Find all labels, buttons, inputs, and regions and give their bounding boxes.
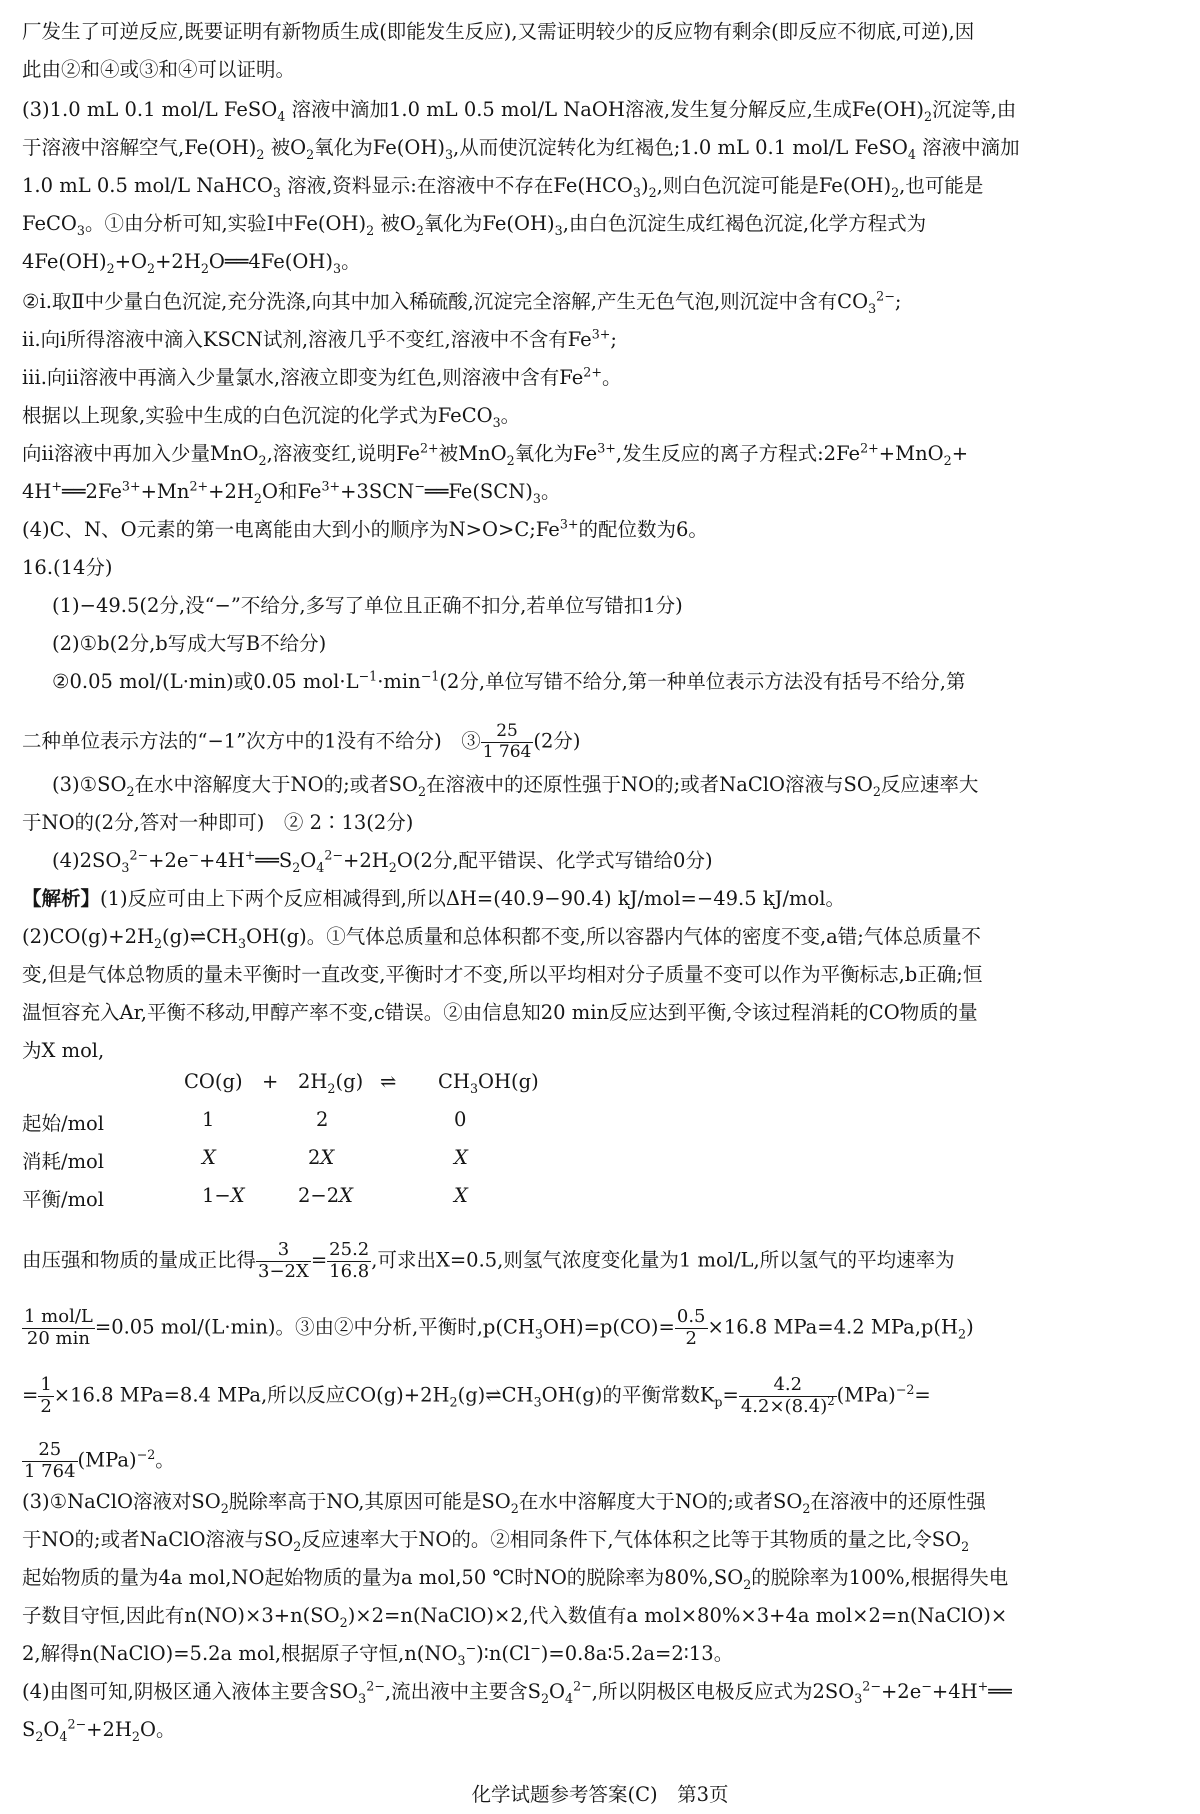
text-line: $(4)2SO_3^{2-}+2e^-+4H^+══S_2O_4^{2-}+2H_2O(2$分,配平错误、化学式写错给0分) (52, 847, 713, 875)
table-row (22, 1146, 782, 1173)
text-line: 1.0 mL 0.5 mol/L NaHCO$_3$ 溶液,资料显示:在溶液中不存在$Fe(HCO_3)_2$,则白色沉淀可能是$Fe(OH)_2$,也可能是 (22, 174, 984, 200)
text-line: (3)1.0 mL 0.1 mol/L FeSO$_4$ 溶液中滴加1.0 mL 0.5 mol/L NaOH溶液,发生复分解反应,生成$Fe(OH)_2$沉淀等,由 (22, 98, 1017, 124)
text-line: $4Fe(OH)_2+O_2+2H_2O══4Fe(OH)_3$。 (22, 250, 361, 276)
table-cell: 2−2X (298, 1184, 354, 1207)
row-label: 平衡/mol (22, 1188, 105, 1211)
table-header-cell: $CH_3OH(g)$ (438, 1070, 539, 1096)
table-cell: 1 (202, 1108, 215, 1131)
text-line: 于NO的;或者NaClO溶液与$SO_2$反应速率大于NO的。②相同条件下,气体体积之比等于其物质的量之比,令$SO_2$ (22, 1528, 970, 1554)
text-line: ⅲ.向ⅱ溶液中再滴入少量氯水,溶液立即变为红色,则溶液中含有$Fe^{2+}$。 (22, 364, 622, 389)
text-line: 16.(14分) (22, 556, 113, 579)
table-row (22, 1108, 782, 1135)
table-cell: 2 (316, 1108, 329, 1131)
text-line: 厂发生了可逆反应,既要证明有新物质生成(即能发生反应),又需证明较少的反应物有剩余(即反应不彻底,可逆),因 (22, 20, 975, 43)
text-line: 变,但是气体总物质的量未平衡时一直改变,平衡时才不变,所以平均相对分子质量不变可以作为平衡标志,b正确;恒 (22, 963, 983, 986)
text-line: 二种单位表示方法的“−1”次方中的1没有不给分) ③ $\frac{25}{1 764}$ (2分) (22, 721, 581, 762)
table-header-cell: ⇌ (380, 1070, 397, 1093)
table-cell: X (202, 1146, 216, 1169)
text-line: 子数目守恒,因此有$n(NO)\times 3+n(SO_2)\times 2=n(NaClO)\times 2$,代入数值有a mol×80%×3+4a mol×2=n(NaClO)× (22, 1604, 1008, 1630)
text-line: 由压强和物质的量成正比得 $\frac{3}{3-2X}$ = $\frac{25.2}{16.8}$ ,可求出X=0.5,则氢气浓度变化量为1 mol/L,所以氢气的平均速率为 (22, 1239, 955, 1282)
text-line: 此由②和④或③和④可以证明。 (22, 58, 296, 81)
table-cell: X (454, 1184, 468, 1207)
text-line: 根据以上现象,实验中生成的白色沉淀的化学式为FeCO$_3$。 (22, 404, 521, 430)
text-line: 【解析】(1)反应可由上下两个反应相减得到,所以ΔH=(40.9−90.4) kJ/mol=−49.5 kJ/mol。 (22, 887, 845, 910)
text-line: = $\frac{1}{2}$ ×16.8 MPa=8.4 MPa,所以反应$CO(g)+2H_2(g)\rightleftharpoons CH_3OH(g)$的平衡常数$K_p=$ $\frac{4.2}{4.2\times(8.4)^2}$ (MPa)$^{-2}$= (22, 1374, 931, 1417)
text-line: 2,解得n(NaClO)=5.2a mol,根据原子守恒$,n(NO_3^-)∶n(Cl^-)=0.8a∶5.2a=2∶13$。 (22, 1640, 734, 1668)
table-row (22, 1184, 782, 1211)
text-line: ⅱ.向ⅰ所得溶液中滴入KSCN试剂,溶液几乎不变红,溶液中不含有$Fe^{3+}$; (22, 326, 617, 351)
table-header-cell: $2H_2(g)$ (298, 1070, 364, 1096)
text-line: (4)由图可知,阴极区通入液体主要含$SO_3^{2-}$,流出液中主要含$S_2O_4^{2-}$,所以阴极区电极反应式为$2SO_3^{2-}+2e^-+4H^+══$ (22, 1678, 1012, 1706)
text-line: $(2)CO(g)+2H_2(g)\rightleftharpoons CH_3OH(g)$。①气体总质量和总体积都不变,所以容器内气体的密度不变,a错;气体总质量不 (22, 925, 981, 951)
page-footer: 化学试题参考答案(C) 第3页 (471, 1783, 729, 1806)
table-cell: X (454, 1146, 468, 1169)
table-cell: 1−X (202, 1184, 245, 1207)
text-line: 起始物质的量为4a mol,NO起始物质的量为a mol,50 ℃时NO的脱除率为$80\%,SO_2$的脱除率为100%,根据得失电 (22, 1566, 1009, 1592)
text-line: (2)①b(2分,b写成大写B不给分) (52, 632, 327, 655)
text-line: 于NO的(2分,答对一种即可) ② 2∶13(2分) (22, 811, 414, 834)
text-line: 1 mol/L 20 min =0.05 mol/(L·min)。③由②中分析,平衡时$,p(CH_3OH)=p(CO)=$ $\frac{0.5}{2}$ ×16.8 MPa=4.2 $MPa,p(H_2)$ (24, 1306, 974, 1349)
row-label: 起始/mol (22, 1112, 105, 1135)
text-line: FeCO$_3$。①由分析可知,实验Ⅰ中$Fe(OH)_2$ 被$O_2$氧化为$Fe(OH)_3$,由白色沉淀生成红褐色沉淀,化学方程式为 (22, 212, 927, 238)
text-line: $\frac{25}{1 764}$ (MPa)$^{-2}$。 (24, 1439, 175, 1482)
text-line: 温恒容充入Ar,平衡不移动,甲醇产率不变,c错误。②由信息知20 min反应达到平衡,令该过程消耗的CO物质的量 (22, 1001, 978, 1024)
text-line: (3)①NaClO溶液对$SO_2$脱除率高于NO,其原因可能是$SO_2$在水中溶解度大于NO的;或者$SO_2$在溶液中的还原性强 (22, 1490, 986, 1516)
text-line: (4)C、N、O元素的第一电离能由大到小的顺序为$N>O>C;Fe^{3+}$的配位数为6。 (22, 516, 708, 541)
text-line: ②0.05 mol/(L·min)或0.05 $mol\cdot L^{-1}\cdot\min^{-1}(2$分,单位写错不给分,第一种单位表示方法没有括号不给分,第 (52, 668, 966, 693)
text-line: $S_2O_4^{2-}+2H_2O$。 (22, 1716, 176, 1744)
table-cell: 2X (308, 1146, 335, 1169)
text-line: 于溶液中溶解空气$,Fe(OH)_2$ 被$O_2$氧化为$Fe(OH)_3$,从而使沉淀转化为红褐色;1.0 mL 0.1 mol/L FeSO$_4$ 溶液中滴加 (22, 136, 1020, 162)
text-line: 为X mol, (22, 1039, 105, 1062)
text-line: 向ⅱ溶液中再加入少量MnO$_2$,溶液变红,说明$Fe^{2+}$被MnO$_2$氧化为$Fe^{3+}$,发生反应的离子方程式$:2Fe^{2+}+MnO_2+$ (22, 440, 969, 468)
text-line: $4H^+══2Fe^{3+}+Mn^{2+}+2H_2O$和$Fe^{3+}+3SCN^-══Fe(SCN)_3$。 (22, 478, 561, 506)
text-line: (1)−49.5(2分,没“−”不给分,多写了单位且正确不扣分,若单位写错扣1分) (52, 594, 683, 617)
text-line: $(3)①SO_2$在水中溶解度大于NO的;或者$SO_2$在溶液中的还原性强于NO的;或者NaClO溶液与$SO_2$反应速率大 (52, 773, 979, 799)
table-header-row (22, 1070, 782, 1094)
table-cell: 0 (454, 1108, 467, 1131)
table-header-cell: CO(g) (184, 1070, 243, 1093)
text-line: ②ⅰ.取Ⅱ中少量白色沉淀,充分洗涤,向其中加入稀硫酸,沉淀完全溶解,产生无色气泡,则沉淀中含有$CO_3^{2-}$; (22, 288, 902, 316)
row-label: 消耗/mol (22, 1150, 105, 1173)
table-header-cell: + (262, 1070, 279, 1093)
